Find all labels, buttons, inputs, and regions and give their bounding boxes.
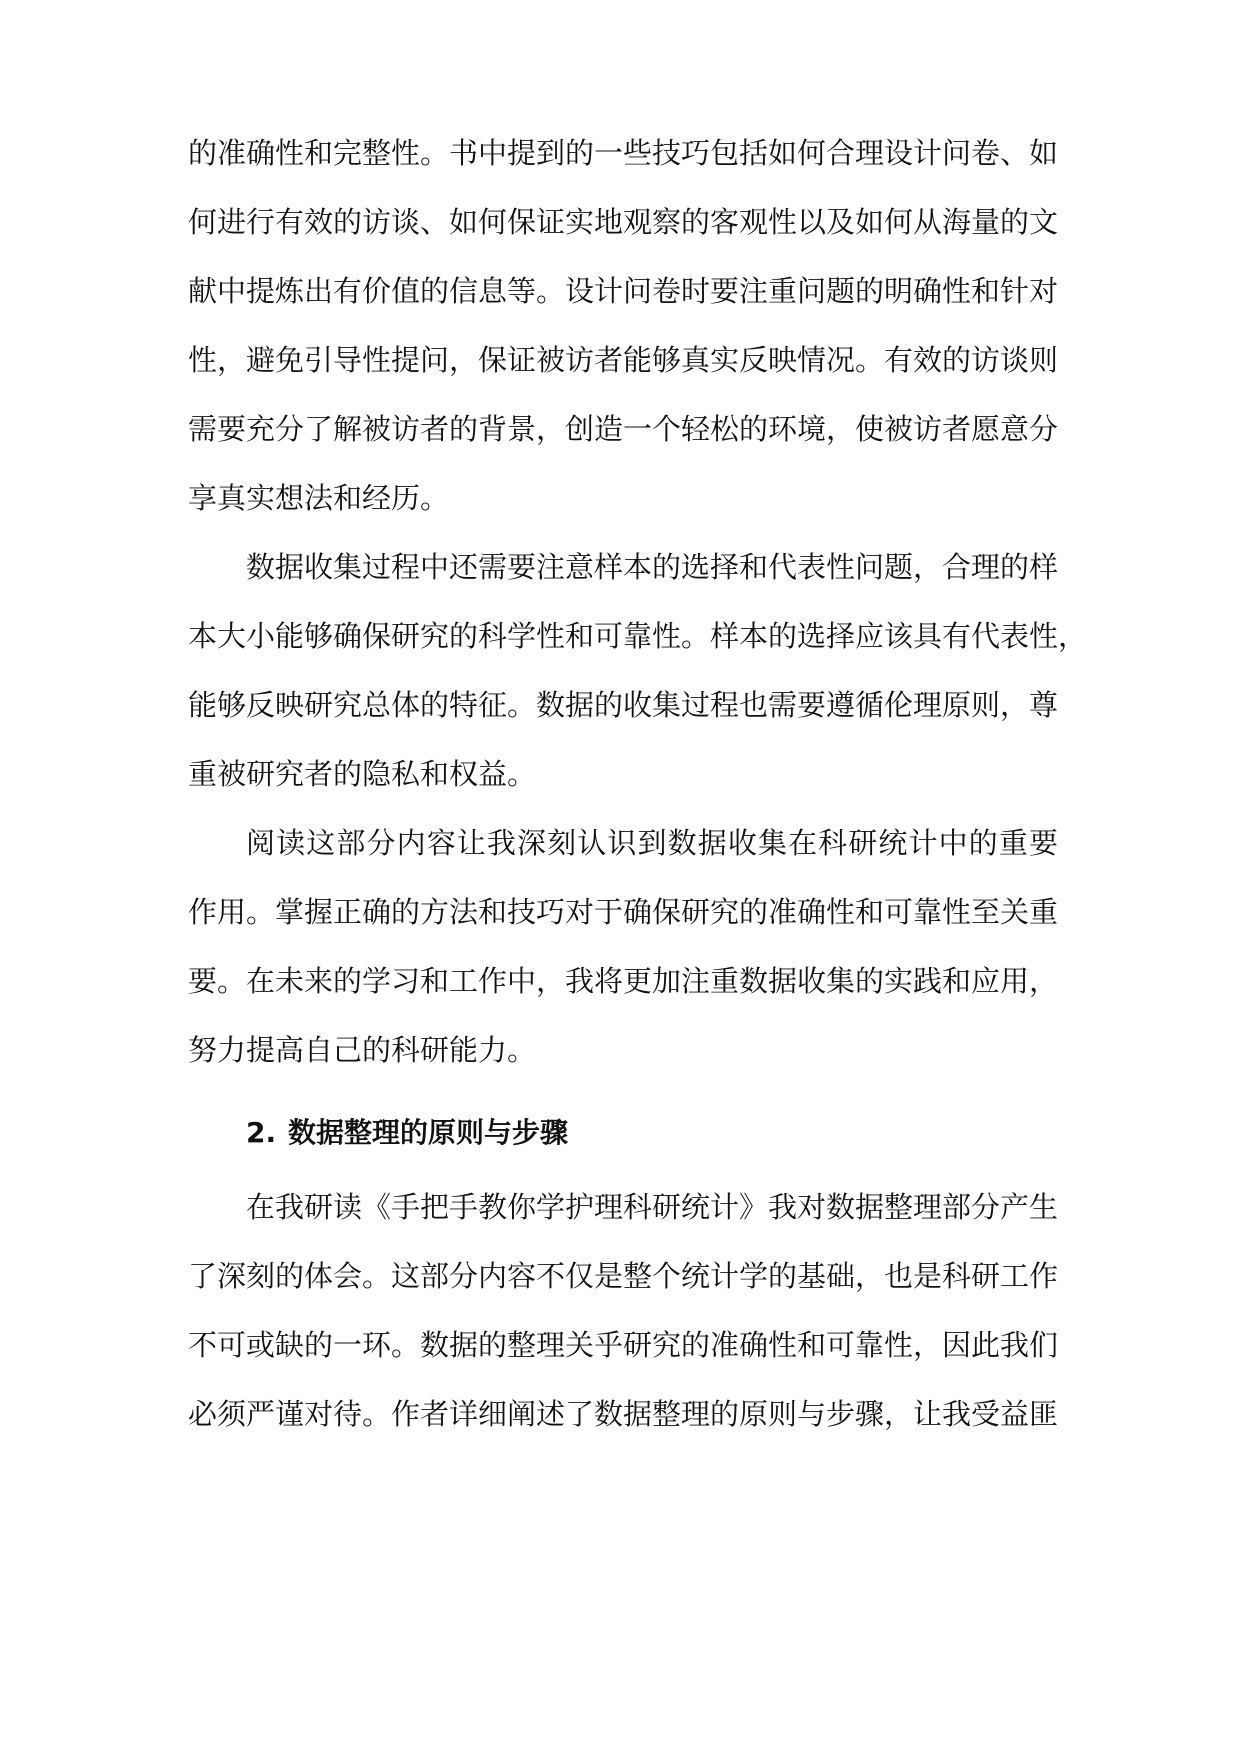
section-paragraph-line-3: 不可或缺的一环。数据的整理关乎研究的准确性和可靠性，因此我们 xyxy=(188,1328,1059,1362)
section-title: 数据整理的原则与步骤 xyxy=(288,1116,569,1149)
paragraph-2-line-1: 数据收集过程中还需要注意样本的选择和代表性问题，合理的样 xyxy=(246,550,1059,584)
paragraph-2-line-2: 本大小能够确保研究的科学性和可靠性。样本的选择应该具有代表性， xyxy=(188,619,1088,653)
section-number: 2. xyxy=(246,1116,277,1149)
section-paragraph-line-1: 在我研读《手把手教你学护理科研统计》我对数据整理部分产生 xyxy=(246,1190,1059,1224)
paragraph-1-line-6: 享真实想法和经历。 xyxy=(188,481,450,515)
paragraph-2-line-4: 重被研究者的隐私和权益。 xyxy=(188,757,537,791)
paragraph-1-line-3: 献中提炼出有价值的信息等。设计问卷时要注重问题的明确性和针对 xyxy=(188,274,1059,308)
section-paragraph-line-2: 了深刻的体会。这部分内容不仅是整个统计学的基础，也是科研工作 xyxy=(188,1259,1059,1293)
paragraph-3-line-4: 努力提高自己的科研能力。 xyxy=(188,1033,537,1067)
paragraph-2-line-3: 能够反映研究总体的特征。数据的收集过程也需要遵循伦理原则，尊 xyxy=(188,688,1059,722)
paragraph-3-line-3: 要。在未来的学习和工作中，我将更加注重数据收集的实践和应用， xyxy=(188,964,1059,998)
paragraph-1-line-2: 何进行有效的访谈、如何保证实地观察的客观性以及如何从海量的文 xyxy=(188,205,1059,239)
paragraph-1-line-1: 的准确性和完整性。书中提到的一些技巧包括如何合理设计问卷、如 xyxy=(188,136,1059,170)
paragraph-1-line-5: 需要充分了解被访者的背景，创造一个轻松的环境，使被访者愿意分 xyxy=(188,412,1059,446)
paragraph-3-line-2: 作用。掌握正确的方法和技巧对于确保研究的准确性和可靠性至关重 xyxy=(188,895,1059,929)
paragraph-3-line-1: 阅读这部分内容让我深刻认识到数据收集在科研统计中的重要 xyxy=(246,826,1058,860)
section-paragraph-line-4: 必须严谨对待。作者详细阐述了数据整理的原则与步骤，让我受益匪 xyxy=(188,1397,1059,1431)
paragraph-1-line-4: 性，避免引导性提问，保证被访者能够真实反映情况。有效的访谈则 xyxy=(188,343,1059,377)
section-heading xyxy=(246,1113,1058,1153)
